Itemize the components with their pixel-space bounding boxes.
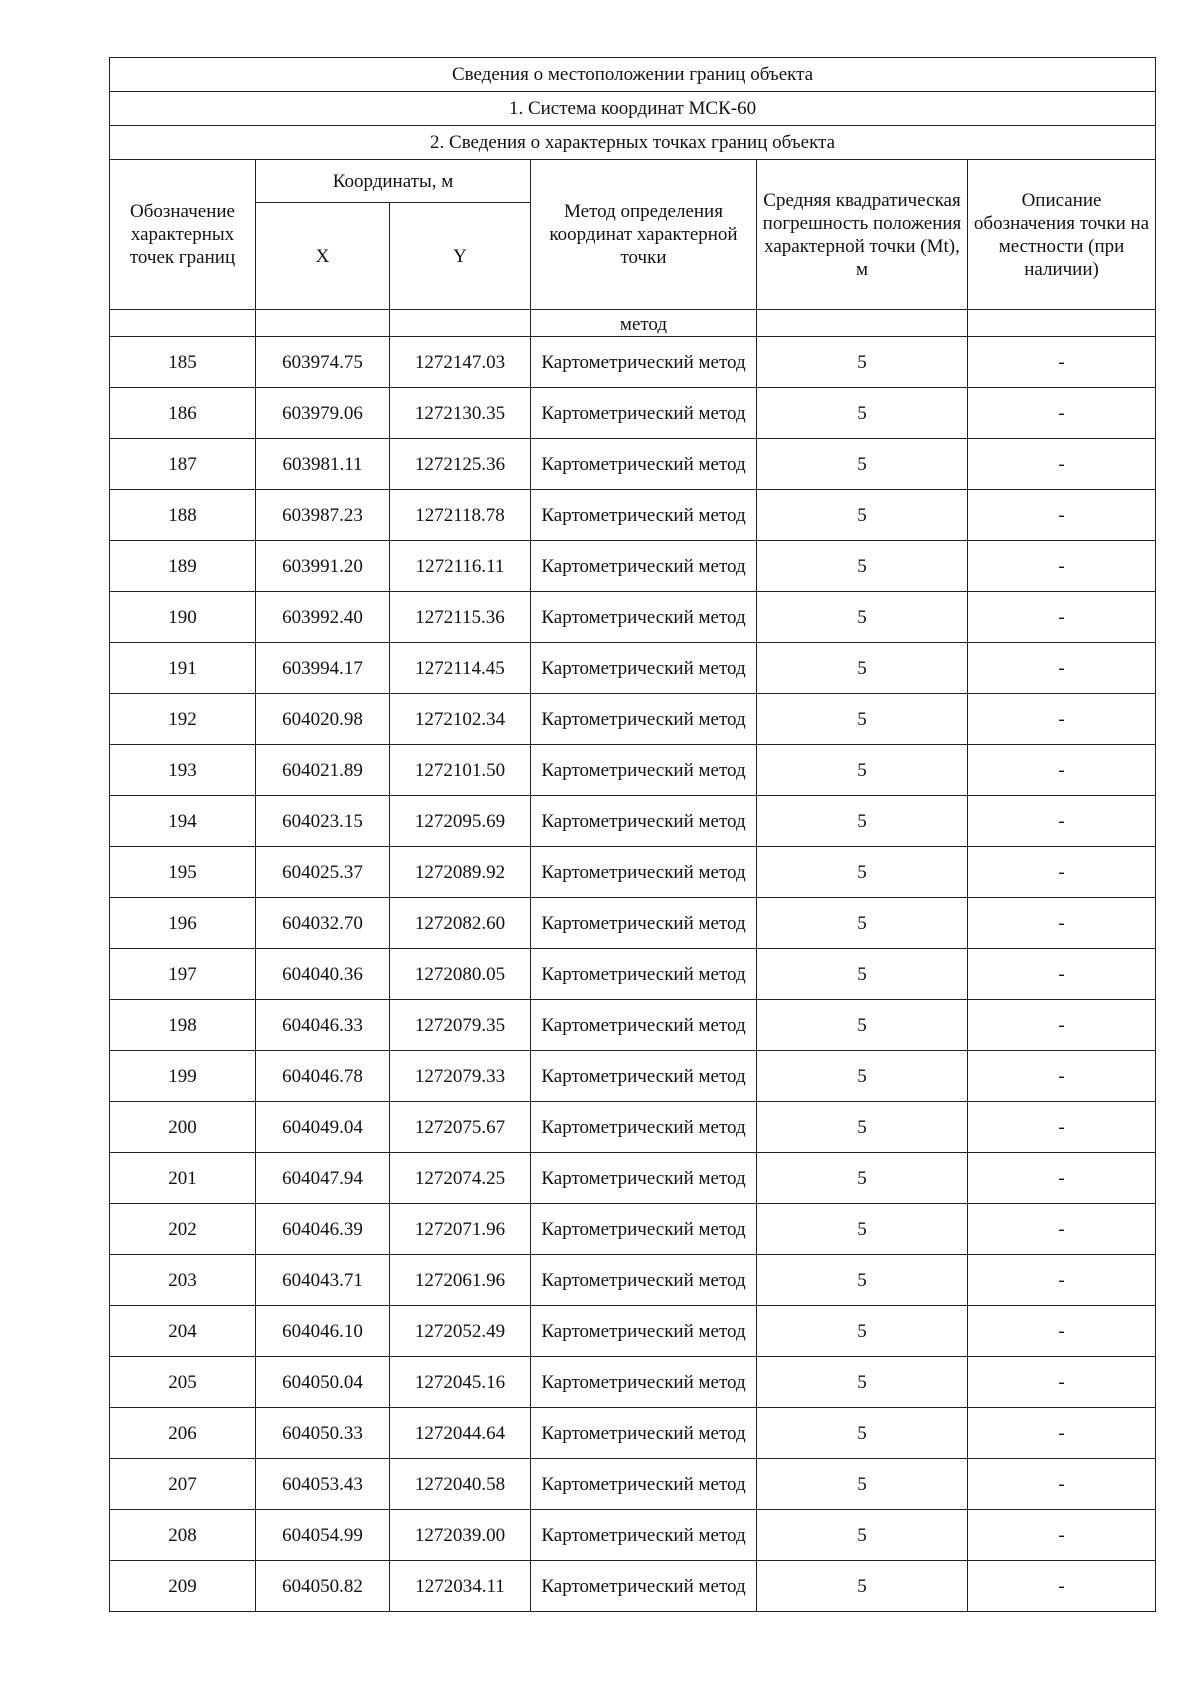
table-row xyxy=(110,643,1156,694)
header-y: Y xyxy=(390,203,531,310)
cell-x: 604043.71 xyxy=(256,1255,390,1306)
document-title: Сведения о местоположении границ объекта xyxy=(110,58,1156,92)
cell-method: Картометрический метод xyxy=(531,1510,757,1561)
cell-x: 603987.23 xyxy=(256,490,390,541)
cell-point: 204 xyxy=(110,1306,256,1357)
header-coordinates: Координаты, м xyxy=(256,160,531,203)
cell-description: - xyxy=(968,847,1156,898)
cell-point: 186 xyxy=(110,388,256,439)
points-section-heading: 2. Сведения о характерных точках границ объекта xyxy=(110,126,1156,160)
cell-error: 5 xyxy=(757,1459,968,1510)
cell-error xyxy=(757,310,968,337)
cell-method: Картометрический метод xyxy=(531,1357,757,1408)
cell-point: 189 xyxy=(110,541,256,592)
cell-point xyxy=(110,310,256,337)
cell-x: 604054.99 xyxy=(256,1510,390,1561)
cell-method: Картометрический метод xyxy=(531,1051,757,1102)
cell-error: 5 xyxy=(757,745,968,796)
cell-method: Картометрический метод xyxy=(531,388,757,439)
cell-method: Картометрический метод xyxy=(531,1102,757,1153)
cell-method: Картометрический метод xyxy=(531,1153,757,1204)
cell-x: 604050.04 xyxy=(256,1357,390,1408)
cell-x: 603991.20 xyxy=(256,541,390,592)
cell-x: 604046.39 xyxy=(256,1204,390,1255)
table-row xyxy=(110,1459,1156,1510)
cell-y: 1272074.25 xyxy=(390,1153,531,1204)
cell-x: 603979.06 xyxy=(256,388,390,439)
cell-x: 604053.43 xyxy=(256,1459,390,1510)
cell-description: - xyxy=(968,592,1156,643)
cell-x: 604025.37 xyxy=(256,847,390,898)
cell-point: 192 xyxy=(110,694,256,745)
cell-error: 5 xyxy=(757,337,968,388)
cell-point: 209 xyxy=(110,1561,256,1612)
cell-method: Картометрический метод xyxy=(531,592,757,643)
cell-method: Картометрический метод xyxy=(531,439,757,490)
cell-method: Картометрический метод xyxy=(531,1306,757,1357)
table-row xyxy=(110,1102,1156,1153)
cell-description xyxy=(968,310,1156,337)
cell-point: 197 xyxy=(110,949,256,1000)
cell-x: 604040.36 xyxy=(256,949,390,1000)
header-description: Описание обозначения точки на местности (при наличии) xyxy=(968,160,1156,310)
coordinate-system-heading: 1. Система координат МСК-60 xyxy=(110,92,1156,126)
cell-point: 201 xyxy=(110,1153,256,1204)
cell-error: 5 xyxy=(757,388,968,439)
cell-point: 207 xyxy=(110,1459,256,1510)
cell-method: Картометрический метод xyxy=(531,847,757,898)
cell-point: 198 xyxy=(110,1000,256,1051)
table-row xyxy=(110,592,1156,643)
cell-x: 604046.10 xyxy=(256,1306,390,1357)
cell-method: Картометрический метод xyxy=(531,1408,757,1459)
cell-y: 1272125.36 xyxy=(390,439,531,490)
table-row xyxy=(110,1408,1156,1459)
cell-x: 604046.33 xyxy=(256,1000,390,1051)
cell-error: 5 xyxy=(757,1357,968,1408)
cell-point: 194 xyxy=(110,796,256,847)
cell-y: 1272040.58 xyxy=(390,1459,531,1510)
cell-error: 5 xyxy=(757,1102,968,1153)
cell-point: 203 xyxy=(110,1255,256,1306)
cell-method: Картометрический метод xyxy=(531,337,757,388)
cell-method: Картометрический метод xyxy=(531,796,757,847)
cell-y: 1272147.03 xyxy=(390,337,531,388)
table-row xyxy=(110,337,1156,388)
cell-point: 202 xyxy=(110,1204,256,1255)
cell-error: 5 xyxy=(757,643,968,694)
cell-method: метод xyxy=(531,310,757,337)
cell-y: 1272079.33 xyxy=(390,1051,531,1102)
cell-y: 1272075.67 xyxy=(390,1102,531,1153)
table-row xyxy=(110,796,1156,847)
cell-x: 604046.78 xyxy=(256,1051,390,1102)
cell-error: 5 xyxy=(757,439,968,490)
cell-y: 1272082.60 xyxy=(390,898,531,949)
cell-description: - xyxy=(968,1459,1156,1510)
cell-x xyxy=(256,310,390,337)
cell-description: - xyxy=(968,337,1156,388)
table-row xyxy=(110,439,1156,490)
cell-method: Картометрический метод xyxy=(531,643,757,694)
cell-point: 196 xyxy=(110,898,256,949)
cell-method: Картометрический метод xyxy=(531,1255,757,1306)
table-row xyxy=(110,1561,1156,1612)
continued-row xyxy=(110,310,1156,337)
cell-y: 1272130.35 xyxy=(390,388,531,439)
cell-error: 5 xyxy=(757,1306,968,1357)
cell-error: 5 xyxy=(757,592,968,643)
cell-y: 1272115.36 xyxy=(390,592,531,643)
cell-description: - xyxy=(968,1102,1156,1153)
cell-error: 5 xyxy=(757,694,968,745)
cell-x: 604050.33 xyxy=(256,1408,390,1459)
cell-error: 5 xyxy=(757,796,968,847)
table-row xyxy=(110,1510,1156,1561)
cell-error: 5 xyxy=(757,1408,968,1459)
cell-description: - xyxy=(968,1204,1156,1255)
cell-description: - xyxy=(968,1408,1156,1459)
table-row xyxy=(110,847,1156,898)
header-method: Метод определения координат характерной точки xyxy=(531,160,757,310)
cell-y: 1272052.49 xyxy=(390,1306,531,1357)
cell-description: - xyxy=(968,1255,1156,1306)
cell-point: 199 xyxy=(110,1051,256,1102)
cell-description: - xyxy=(968,1306,1156,1357)
header-point: Обозначение характерных точек границ xyxy=(110,160,256,310)
table-row xyxy=(110,388,1156,439)
cell-description: - xyxy=(968,439,1156,490)
cell-x: 604021.89 xyxy=(256,745,390,796)
cell-point: 205 xyxy=(110,1357,256,1408)
cell-error: 5 xyxy=(757,949,968,1000)
cell-method: Картометрический метод xyxy=(531,1561,757,1612)
cell-y xyxy=(390,310,531,337)
cell-y: 1272039.00 xyxy=(390,1510,531,1561)
cell-error: 5 xyxy=(757,1153,968,1204)
cell-description: - xyxy=(968,898,1156,949)
cell-y: 1272095.69 xyxy=(390,796,531,847)
cell-error: 5 xyxy=(757,541,968,592)
cell-y: 1272061.96 xyxy=(390,1255,531,1306)
cell-method: Картометрический метод xyxy=(531,694,757,745)
cell-error: 5 xyxy=(757,1255,968,1306)
cell-y: 1272114.45 xyxy=(390,643,531,694)
cell-point: 208 xyxy=(110,1510,256,1561)
cell-y: 1272101.50 xyxy=(390,745,531,796)
cell-point: 187 xyxy=(110,439,256,490)
cell-error: 5 xyxy=(757,490,968,541)
header-error: Средняя квадратическая погрешность положения характерной точки (Mt), м xyxy=(757,160,968,310)
cell-point: 188 xyxy=(110,490,256,541)
cell-y: 1272089.92 xyxy=(390,847,531,898)
cell-y: 1272116.11 xyxy=(390,541,531,592)
cell-description: - xyxy=(968,490,1156,541)
cell-y: 1272080.05 xyxy=(390,949,531,1000)
cell-description: - xyxy=(968,1153,1156,1204)
cell-description: - xyxy=(968,1561,1156,1612)
cell-error: 5 xyxy=(757,1000,968,1051)
cell-point: 191 xyxy=(110,643,256,694)
cell-point: 193 xyxy=(110,745,256,796)
cell-method: Картометрический метод xyxy=(531,1000,757,1051)
cell-error: 5 xyxy=(757,898,968,949)
header-x: X xyxy=(256,203,390,310)
cell-x: 604050.82 xyxy=(256,1561,390,1612)
table-row xyxy=(110,694,1156,745)
cell-x: 604020.98 xyxy=(256,694,390,745)
cell-description: - xyxy=(968,1510,1156,1561)
cell-method: Картометрический метод xyxy=(531,490,757,541)
cell-x: 603992.40 xyxy=(256,592,390,643)
cell-error: 5 xyxy=(757,847,968,898)
cell-x: 604047.94 xyxy=(256,1153,390,1204)
table-row xyxy=(110,898,1156,949)
cell-x: 604049.04 xyxy=(256,1102,390,1153)
cell-y: 1272102.34 xyxy=(390,694,531,745)
cell-method: Картометрический метод xyxy=(531,949,757,1000)
table-row xyxy=(110,1051,1156,1102)
cell-y: 1272071.96 xyxy=(390,1204,531,1255)
cell-y: 1272079.35 xyxy=(390,1000,531,1051)
cell-x: 603994.17 xyxy=(256,643,390,694)
cell-y: 1272045.16 xyxy=(390,1357,531,1408)
cell-x: 603974.75 xyxy=(256,337,390,388)
cell-description: - xyxy=(968,643,1156,694)
cell-x: 604023.15 xyxy=(256,796,390,847)
table-row xyxy=(110,1357,1156,1408)
cell-method: Картометрический метод xyxy=(531,541,757,592)
table-row xyxy=(110,1153,1156,1204)
cell-error: 5 xyxy=(757,1204,968,1255)
cell-method: Картометрический метод xyxy=(531,745,757,796)
cell-point: 190 xyxy=(110,592,256,643)
table-row xyxy=(110,1255,1156,1306)
cell-error: 5 xyxy=(757,1510,968,1561)
cell-description: - xyxy=(968,745,1156,796)
cell-y: 1272044.64 xyxy=(390,1408,531,1459)
cell-description: - xyxy=(968,1000,1156,1051)
table-row xyxy=(110,1000,1156,1051)
cell-description: - xyxy=(968,1051,1156,1102)
table-row xyxy=(110,949,1156,1000)
cell-x: 604032.70 xyxy=(256,898,390,949)
cell-y: 1272034.11 xyxy=(390,1561,531,1612)
table-row xyxy=(110,490,1156,541)
cell-description: - xyxy=(968,949,1156,1000)
table-row xyxy=(110,541,1156,592)
cell-error: 5 xyxy=(757,1561,968,1612)
cell-error: 5 xyxy=(757,1051,968,1102)
cell-description: - xyxy=(968,388,1156,439)
cell-point: 200 xyxy=(110,1102,256,1153)
cell-method: Картометрический метод xyxy=(531,1459,757,1510)
cell-method: Картометрический метод xyxy=(531,898,757,949)
cell-y: 1272118.78 xyxy=(390,490,531,541)
cell-point: 185 xyxy=(110,337,256,388)
cell-description: - xyxy=(968,1357,1156,1408)
cell-description: - xyxy=(968,541,1156,592)
table-row xyxy=(110,1306,1156,1357)
boundary-points-table xyxy=(109,57,1156,1612)
cell-x: 603981.11 xyxy=(256,439,390,490)
cell-description: - xyxy=(968,694,1156,745)
cell-method: Картометрический метод xyxy=(531,1204,757,1255)
table-row xyxy=(110,745,1156,796)
cell-description: - xyxy=(968,796,1156,847)
cell-point: 206 xyxy=(110,1408,256,1459)
table-row xyxy=(110,1204,1156,1255)
cell-point: 195 xyxy=(110,847,256,898)
